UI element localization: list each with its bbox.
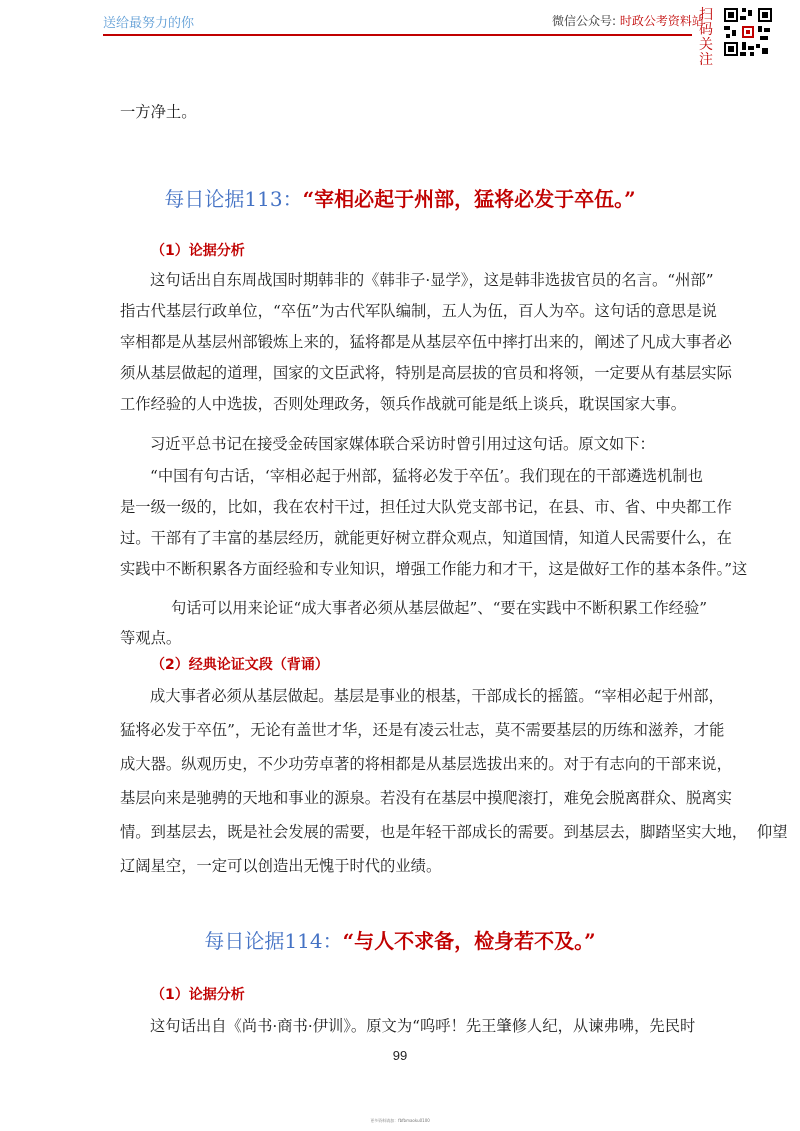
classic-line: 成大器。纵观历史，不少功劳卓著的将相都是从基层选拔出来的。对于有志向的干部来说， [120, 755, 732, 773]
usage-line: 句话可以用来论证“成大事者必须从基层做起”、“要在实践中不断积累工作经验” [171, 599, 708, 617]
classic-line: 基层向来是驰骋的天地和事业的源泉。若没有在基层中摸爬滚打，难免会脱离群众、脱离实 [120, 789, 732, 807]
classic-line: 辽阔星空，一定可以创造出无愧于时代的业绩。 [120, 857, 442, 875]
classic-line: 猛将必发于卒伍”，无论有盖世才华，还是有凌云壮志，莫不需要基层的历练和滋养，才能 [120, 721, 725, 739]
paragraph-line: 宰相都是从基层州部锻炼上来的，猛将都是从基层卒伍中摔打出来的，阐述了凡成大事者必 [120, 333, 732, 351]
qr-code-icon[interactable] [722, 6, 774, 58]
heading-label: 每日论据114： [204, 929, 343, 953]
paragraph-line: 工作经验的人中选拔，否则处理政务，领兵作战就可能是纸上谈兵，耽误国家大事。 [120, 395, 686, 413]
quote-intro: 习近平总书记在接受金砖国家媒体联合采访时曾引用过这句话。原文如下： [150, 435, 655, 453]
heading-label: 每日论据113： [164, 187, 303, 211]
heading-quote: “宰相必起于州部，猛将必发于卒伍。” [302, 187, 636, 211]
header-wechat [552, 12, 704, 29]
heading-quote: “与人不求备，检身若不及。” [342, 929, 596, 953]
wechat-label: 微信公众号: [552, 14, 620, 28]
header-slogan: 送给最努力的你 [103, 16, 195, 31]
intro-text: 一方净土。 [120, 103, 197, 121]
quote-line: 是一级一级的，比如，我在农村干过，担任过大队党支部书记，在县、市、省、中央都工作 [120, 498, 732, 516]
classic-subheading: （2）经典论证文段（背诵） [151, 657, 329, 673]
classic-line: 成大事者必须从基层做起。基层是事业的根基，干部成长的摇篮。“宰相必起于州部， [150, 687, 724, 705]
quote-line: “中国有句古话，‘宰相必起于州部，猛将必发于卒伍’。我们现在的干部遴选机制也 [150, 467, 703, 485]
footer-note: 更多资料请加：fbfbmaoku0100 [370, 1118, 430, 1123]
paragraph-line: 指古代基层行政单位，“卒伍”为古代军队编制，五人为伍，百人为卒。这句话的意思是说 [120, 302, 717, 320]
classic-line: 情。到基层去，既是社会发展的需要，也是年轻干部成长的需要。到基层去，脚踏坚实大地， 仰望 [120, 823, 788, 841]
analysis-subheading: （1）论据分析 [151, 987, 245, 1003]
paragraph-line: 这句话出自东周战国时期韩非的《韩非子·显学》，这是韩非选拔官员的名言。“州部” [150, 271, 714, 289]
quote-line: 过。干部有了丰富的基层经历，就能更好树立群众观点，知道国情，知道人民需要什么，在 [120, 529, 732, 547]
section-113-heading [0, 187, 800, 211]
header-divider [103, 34, 692, 36]
paragraph-line: 这句话出自《尚书·商书·伊训》。原文为“呜呼！先王肇修人纪，从谏弗咈，先民时 [150, 1017, 696, 1035]
paragraph-line: 须从基层做起的道理，国家的文臣武将，特别是高层拔的官员和将领，一定要从有基层实际 [120, 364, 732, 382]
page-number: 99 [392, 1048, 408, 1063]
quote-line: 实践中不断积累各方面经验和专业知识，增强工作能力和才干，这是做好工作的基本条件。”这 [120, 560, 748, 578]
scan-follow-label: 扫码关注 [699, 7, 713, 68]
analysis-subheading: （1）论据分析 [151, 243, 245, 259]
section-114-heading [0, 929, 800, 953]
usage-line: 等观点。 [120, 629, 182, 647]
wechat-account-name: 时政公考资料站 [619, 14, 704, 28]
